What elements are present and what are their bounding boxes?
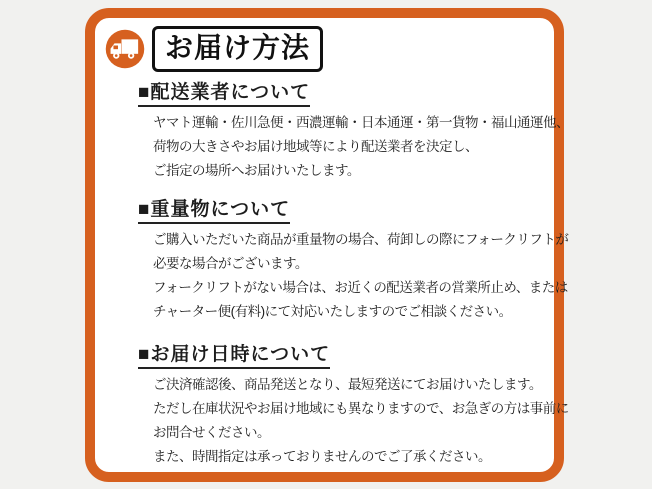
body-line: ただし在庫状況やお届け地域にも異なりますので、お急ぎの方は事前に <box>153 400 569 416</box>
section-carriers-heading: ■配送業者について <box>138 77 310 107</box>
panel-header <box>104 26 554 72</box>
section-carriers <box>138 72 569 183</box>
section-heavy-items-heading: ■重量物について <box>138 194 290 224</box>
body-line: また、時間指定は承っておりませんのでご了承ください。 <box>153 448 491 464</box>
body-line: フォークリフトがない場合は、お近くの配送業者の営業所止め、または <box>153 279 568 295</box>
body-line: 必要な場合がございます。 <box>153 255 308 271</box>
body-line: ご購入いただいた商品が重量物の場合、荷卸しの際にフォークリフトが <box>153 231 569 247</box>
section-delivery-schedule <box>138 324 569 469</box>
delivery-truck-icon <box>104 28 146 70</box>
body-line: ヤマト運輸・佐川急便・西濃運輸・日本通運・第一貨物・福山通運他、 <box>153 114 569 130</box>
page-title: お届け方法 <box>152 26 323 72</box>
body-line: お問合せください。 <box>153 424 270 440</box>
body-line: 荷物の大きさやお届け地域等により配送業者を決定し、 <box>153 138 478 154</box>
section-heavy-items <box>138 183 569 324</box>
body-line: チャーター便(有料)にて対応いたしますのでご相談ください。 <box>153 303 512 319</box>
section-delivery-schedule-body <box>153 373 569 469</box>
section-delivery-schedule-heading: ■お届け日時について <box>138 339 330 369</box>
section-heavy-items-body <box>153 228 569 324</box>
delivery-info-panel <box>85 8 569 482</box>
body-line: ご決済確認後、商品発送となり、最短発送にてお届けいたします。 <box>153 376 542 392</box>
body-line: ご指定の場所へお届けいたします。 <box>153 162 360 178</box>
sections-container <box>138 72 569 469</box>
section-carriers-body <box>153 111 569 183</box>
